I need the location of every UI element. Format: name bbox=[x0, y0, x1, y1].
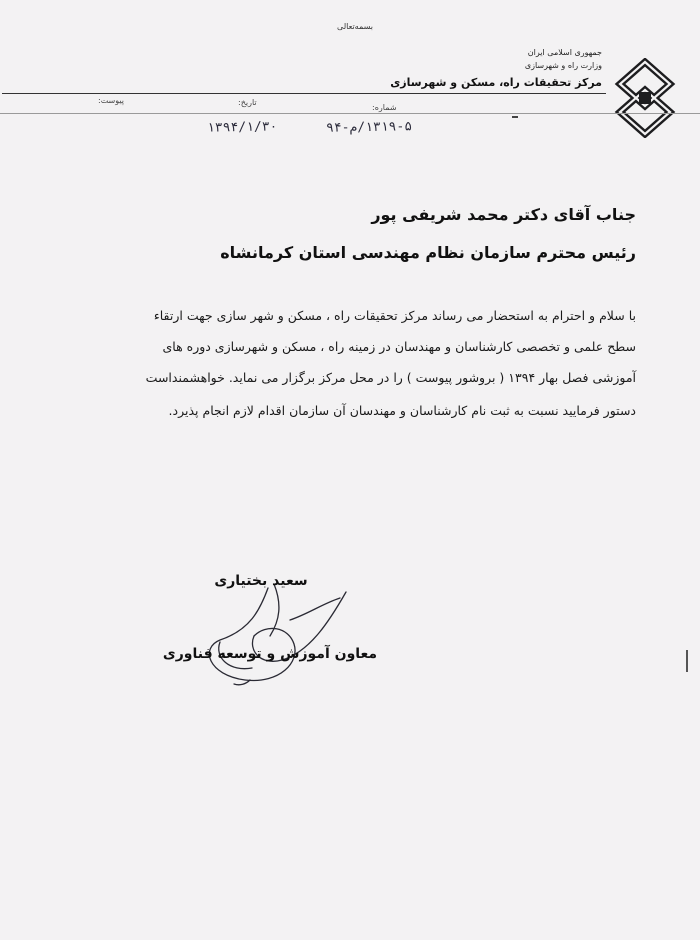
body-line: با سلام و احترام به استحضار می رساند مرکز تحقیقات راه ، مسکن و شهر سازی جهت ارتقاء bbox=[153, 308, 636, 323]
date-label: تاریخ: bbox=[238, 98, 257, 107]
org-country: جمهوری اسلامی ایران bbox=[527, 48, 602, 57]
header-divider bbox=[2, 93, 606, 94]
letter-number: ۱۳۱۹-۵/م-۹۴ bbox=[325, 119, 413, 136]
number-label: شماره: bbox=[372, 103, 397, 112]
body-line: آموزشی فصل بهار ۱۳۹۴ ( بروشور پیوست ) را در محل مرکز برگزار می نماید. خواهشمنداست bbox=[145, 370, 636, 385]
body-line: سطح علمی و تخصصی کارشناسان و مهندسان در زمینه راه ، مسکن و شهرسازی دوره های bbox=[162, 339, 636, 354]
addressee-name: جناب آقای دکتر محمد شریفی پور bbox=[371, 205, 636, 224]
addressee-title: رئیس محترم سازمان نظام مهندسی استان کرمانشاه bbox=[220, 243, 636, 262]
org-center: مرکز تحقیقات راه، مسکن و شهرسازی bbox=[390, 76, 602, 89]
margin-mark bbox=[512, 116, 518, 118]
org-ministry: وزارت راه و شهرسازی bbox=[524, 61, 602, 70]
knot-logo-icon bbox=[610, 58, 680, 138]
meta-divider bbox=[0, 113, 700, 114]
signer-name: سعید بختیاری bbox=[214, 573, 308, 589]
basmala: بسمه‌تعالی bbox=[337, 22, 373, 31]
margin-mark bbox=[686, 650, 688, 672]
body-line: دستور فرمایید نسبت به ثبت نام کارشناسان و مهندسان آن سازمان اقدام لازم انجام پذیرد. bbox=[168, 403, 636, 418]
signer-title: معاون آموزش و توسعه فناوری bbox=[162, 646, 378, 662]
signature-scribble-icon bbox=[190, 580, 380, 690]
letter-date: ۱۳۹۴/۱/۳۰ bbox=[206, 119, 278, 136]
attachment-label: پیوست: bbox=[98, 96, 125, 105]
